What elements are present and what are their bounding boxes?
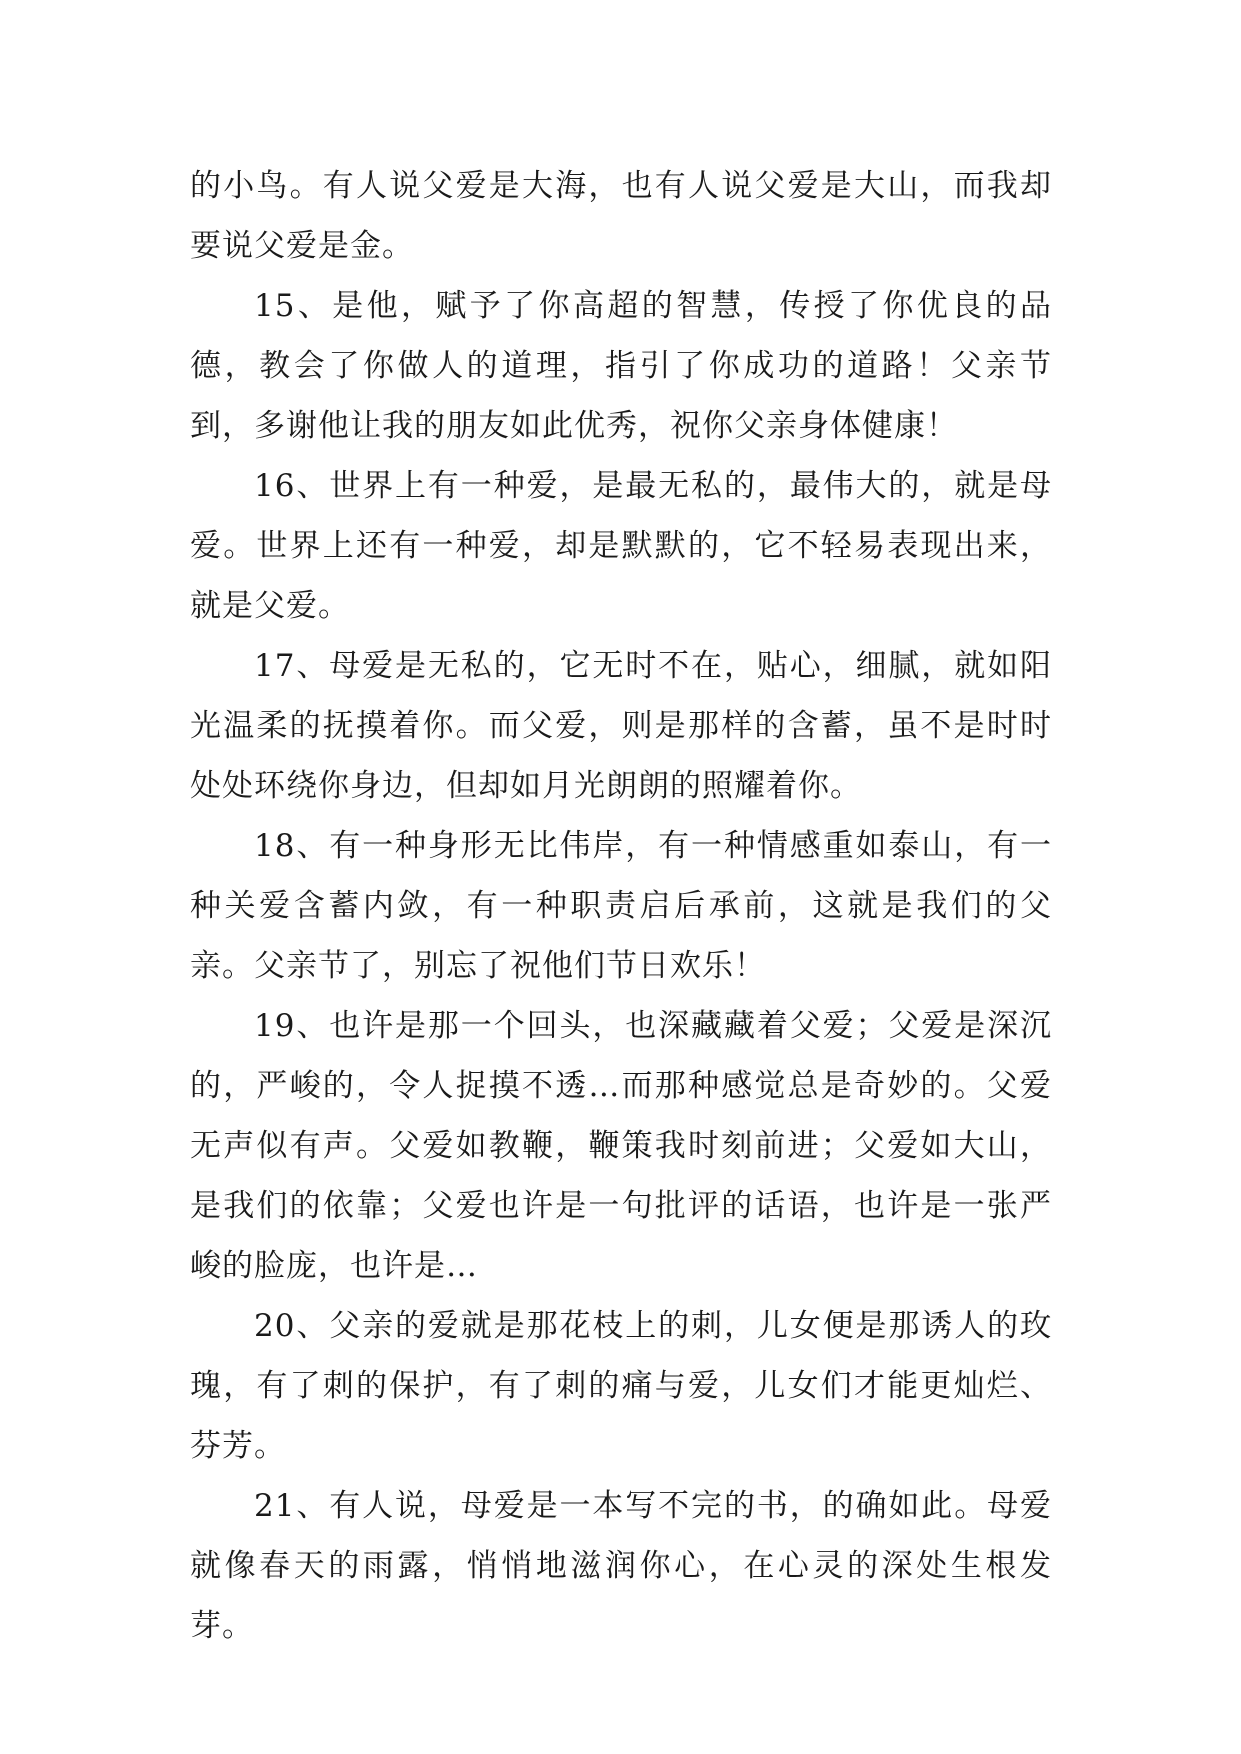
- paragraph-21: 21、有人说，母爱是一本写不完的书，的确如此。母爱就像春天的雨露，悄悄地滋润你心，在心灵的深处生根发芽。: [190, 1488, 1052, 1644]
- paragraph-18: 18、有一种身形无比伟岸，有一种情感重如泰山，有一种关爱含蓄内敛，有一种职责启后承前，这就是我们的父亲。父亲节了，别忘了祝他们节日欢乐！: [190, 828, 1052, 984]
- paragraph-20: 20、父亲的爱就是那花枝上的刺，儿女便是那诱人的玫瑰，有了刺的保护，有了刺的痛与爱，儿女们才能更灿烂、芬芳。: [190, 1308, 1052, 1464]
- paragraph-15: 15、是他，赋予了你高超的智慧，传授了你优良的品德，教会了你做人的道理，指引了你成功的道路！父亲节到，多谢他让我的朋友如此优秀，祝你父亲身体健康！: [190, 288, 1052, 444]
- paragraph-continuation: 的小鸟。有人说父爱是大海，也有人说父爱是大山，而我却要说父爱是金。: [190, 168, 1052, 264]
- paragraph-16: 16、世界上有一种爱，是最无私的，最伟大的，就是母爱。世界上还有一种爱，却是默默的，它不轻易表现出来，就是父爱。: [190, 468, 1052, 624]
- paragraph-17: 17、母爱是无私的，它无时不在，贴心，细腻，就如阳光温柔的抚摸着你。而父爱，则是那样的含蓄，虽不是时时处处环绕你身边，但却如月光朗朗的照耀着你。: [190, 648, 1052, 804]
- paragraph-19: 19、也许是那一个回头，也深藏藏着父爱；父爱是深沉的，严峻的，令人捉摸不透…而那种感觉总是奇妙的。父爱无声似有声。父爱如教鞭，鞭策我时刻前进；父爱如大山，是我们的依靠；父爱也许是一句批评的话语，也许是一张严峻的脸庞，也许是…: [190, 1008, 1052, 1284]
- body-text: [190, 156, 1052, 1656]
